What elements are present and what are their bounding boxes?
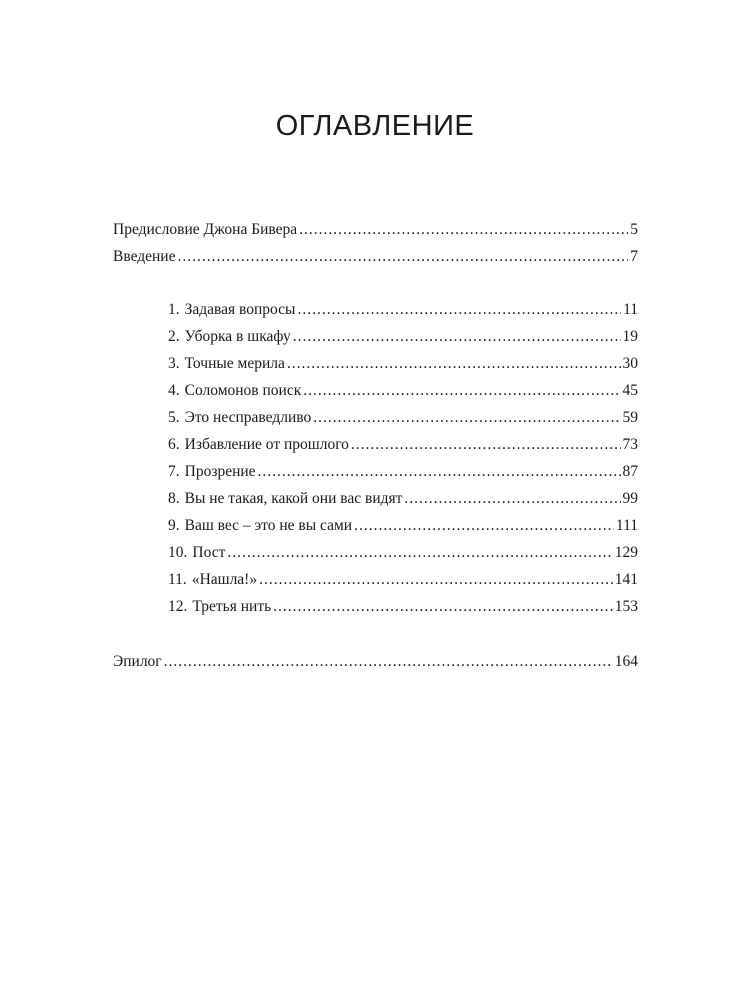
toc-entry-chapter-9[interactable] bbox=[168, 516, 638, 536]
toc-entry-page: 59 bbox=[622, 409, 638, 426]
dot-leader bbox=[303, 381, 620, 401]
toc-entry-label: Пост bbox=[192, 544, 226, 561]
chapter-number: 10. bbox=[168, 544, 188, 561]
dot-leader bbox=[177, 247, 628, 267]
dot-leader bbox=[297, 300, 621, 320]
toc-entry-chapter-7[interactable] bbox=[168, 462, 638, 482]
chapter-number: 8. bbox=[168, 490, 180, 507]
chapter-number: 12. bbox=[168, 598, 188, 615]
toc-entry-chapter-4[interactable] bbox=[168, 381, 638, 401]
toc-entry-label: Введение bbox=[113, 248, 176, 265]
dot-leader bbox=[259, 570, 613, 590]
toc-entry-label: Предисловие Джона Бивера bbox=[113, 221, 298, 238]
toc-entry-label: Вы не такая, какой они вас видят bbox=[184, 490, 403, 507]
toc-entry-label: Избавление от прошлого bbox=[184, 436, 349, 453]
toc-entry-label: Это несправедливо bbox=[184, 409, 312, 426]
toc-entry-page: 45 bbox=[622, 382, 638, 399]
toc-entry-chapter-5[interactable] bbox=[168, 408, 638, 428]
toc-entry-chapter-10[interactable] bbox=[168, 543, 638, 563]
toc-entry-label: «Нашла!» bbox=[191, 571, 258, 588]
toc-entry-page: 129 bbox=[614, 544, 638, 561]
dot-leader bbox=[313, 408, 620, 428]
chapter-number: 3. bbox=[168, 355, 180, 372]
toc-entry-foreword[interactable] bbox=[113, 220, 638, 240]
toc-entry-page: 141 bbox=[614, 571, 638, 588]
toc-entry-label: Точные мерила bbox=[184, 355, 285, 372]
toc-entry-label: Соломонов поиск bbox=[184, 382, 302, 399]
dot-leader bbox=[164, 652, 613, 672]
dot-leader bbox=[299, 220, 628, 240]
toc-entry-page: 73 bbox=[622, 436, 638, 453]
toc-entry-label: Ваш вес – это не вы сами bbox=[184, 517, 353, 534]
toc-entry-page: 5 bbox=[630, 221, 638, 238]
toc-entry-chapter-3[interactable] bbox=[168, 354, 638, 374]
toc-entry-chapter-8[interactable] bbox=[168, 489, 638, 509]
toc-entry-label: Прозрение bbox=[184, 463, 256, 480]
toc-entry-page: 99 bbox=[622, 490, 638, 507]
toc-entry-chapter-6[interactable] bbox=[168, 435, 638, 455]
chapter-number: 11. bbox=[168, 571, 187, 588]
toc-entry-page: 111 bbox=[615, 517, 638, 534]
toc-entry-label: Эпилог bbox=[113, 653, 162, 670]
chapter-number: 4. bbox=[168, 382, 180, 399]
chapter-number: 6. bbox=[168, 436, 180, 453]
toc-entry-page: 7 bbox=[630, 248, 638, 265]
dot-leader bbox=[293, 327, 621, 347]
toc-entry-introduction[interactable] bbox=[113, 247, 638, 267]
toc-entry-chapter-11[interactable] bbox=[168, 570, 638, 590]
dot-leader bbox=[227, 543, 612, 563]
toc-entry-chapter-1[interactable] bbox=[168, 300, 638, 320]
toc-entry-chapter-12[interactable] bbox=[168, 597, 638, 617]
chapter-number: 1. bbox=[168, 301, 180, 318]
toc-entry-label: Уборка в шкафу bbox=[184, 328, 291, 345]
toc-entry-label: Задавая вопросы bbox=[184, 301, 296, 318]
dot-leader bbox=[258, 462, 621, 482]
toc-entry-page: 19 bbox=[622, 328, 638, 345]
dot-leader bbox=[287, 354, 621, 374]
chapter-number: 2. bbox=[168, 328, 180, 345]
toc-entry-label: Третья нить bbox=[192, 598, 272, 615]
toc-entry-page: 153 bbox=[614, 598, 638, 615]
chapter-number: 5. bbox=[168, 409, 180, 426]
dot-leader bbox=[404, 489, 620, 509]
toc-entry-page: 11 bbox=[623, 301, 638, 318]
toc-entry-page: 164 bbox=[614, 653, 638, 670]
toc-entry-page: 87 bbox=[622, 463, 638, 480]
toc-entry-page: 30 bbox=[622, 355, 638, 372]
toc-entry-epilogue[interactable] bbox=[113, 652, 638, 672]
dot-leader bbox=[354, 516, 614, 536]
dot-leader bbox=[273, 597, 613, 617]
dot-leader bbox=[351, 435, 621, 455]
chapter-number: 9. bbox=[168, 517, 180, 534]
chapter-number: 7. bbox=[168, 463, 180, 480]
toc-title: ОГЛАВЛЕНИЕ bbox=[275, 110, 475, 142]
toc-entry-chapter-2[interactable] bbox=[168, 327, 638, 347]
